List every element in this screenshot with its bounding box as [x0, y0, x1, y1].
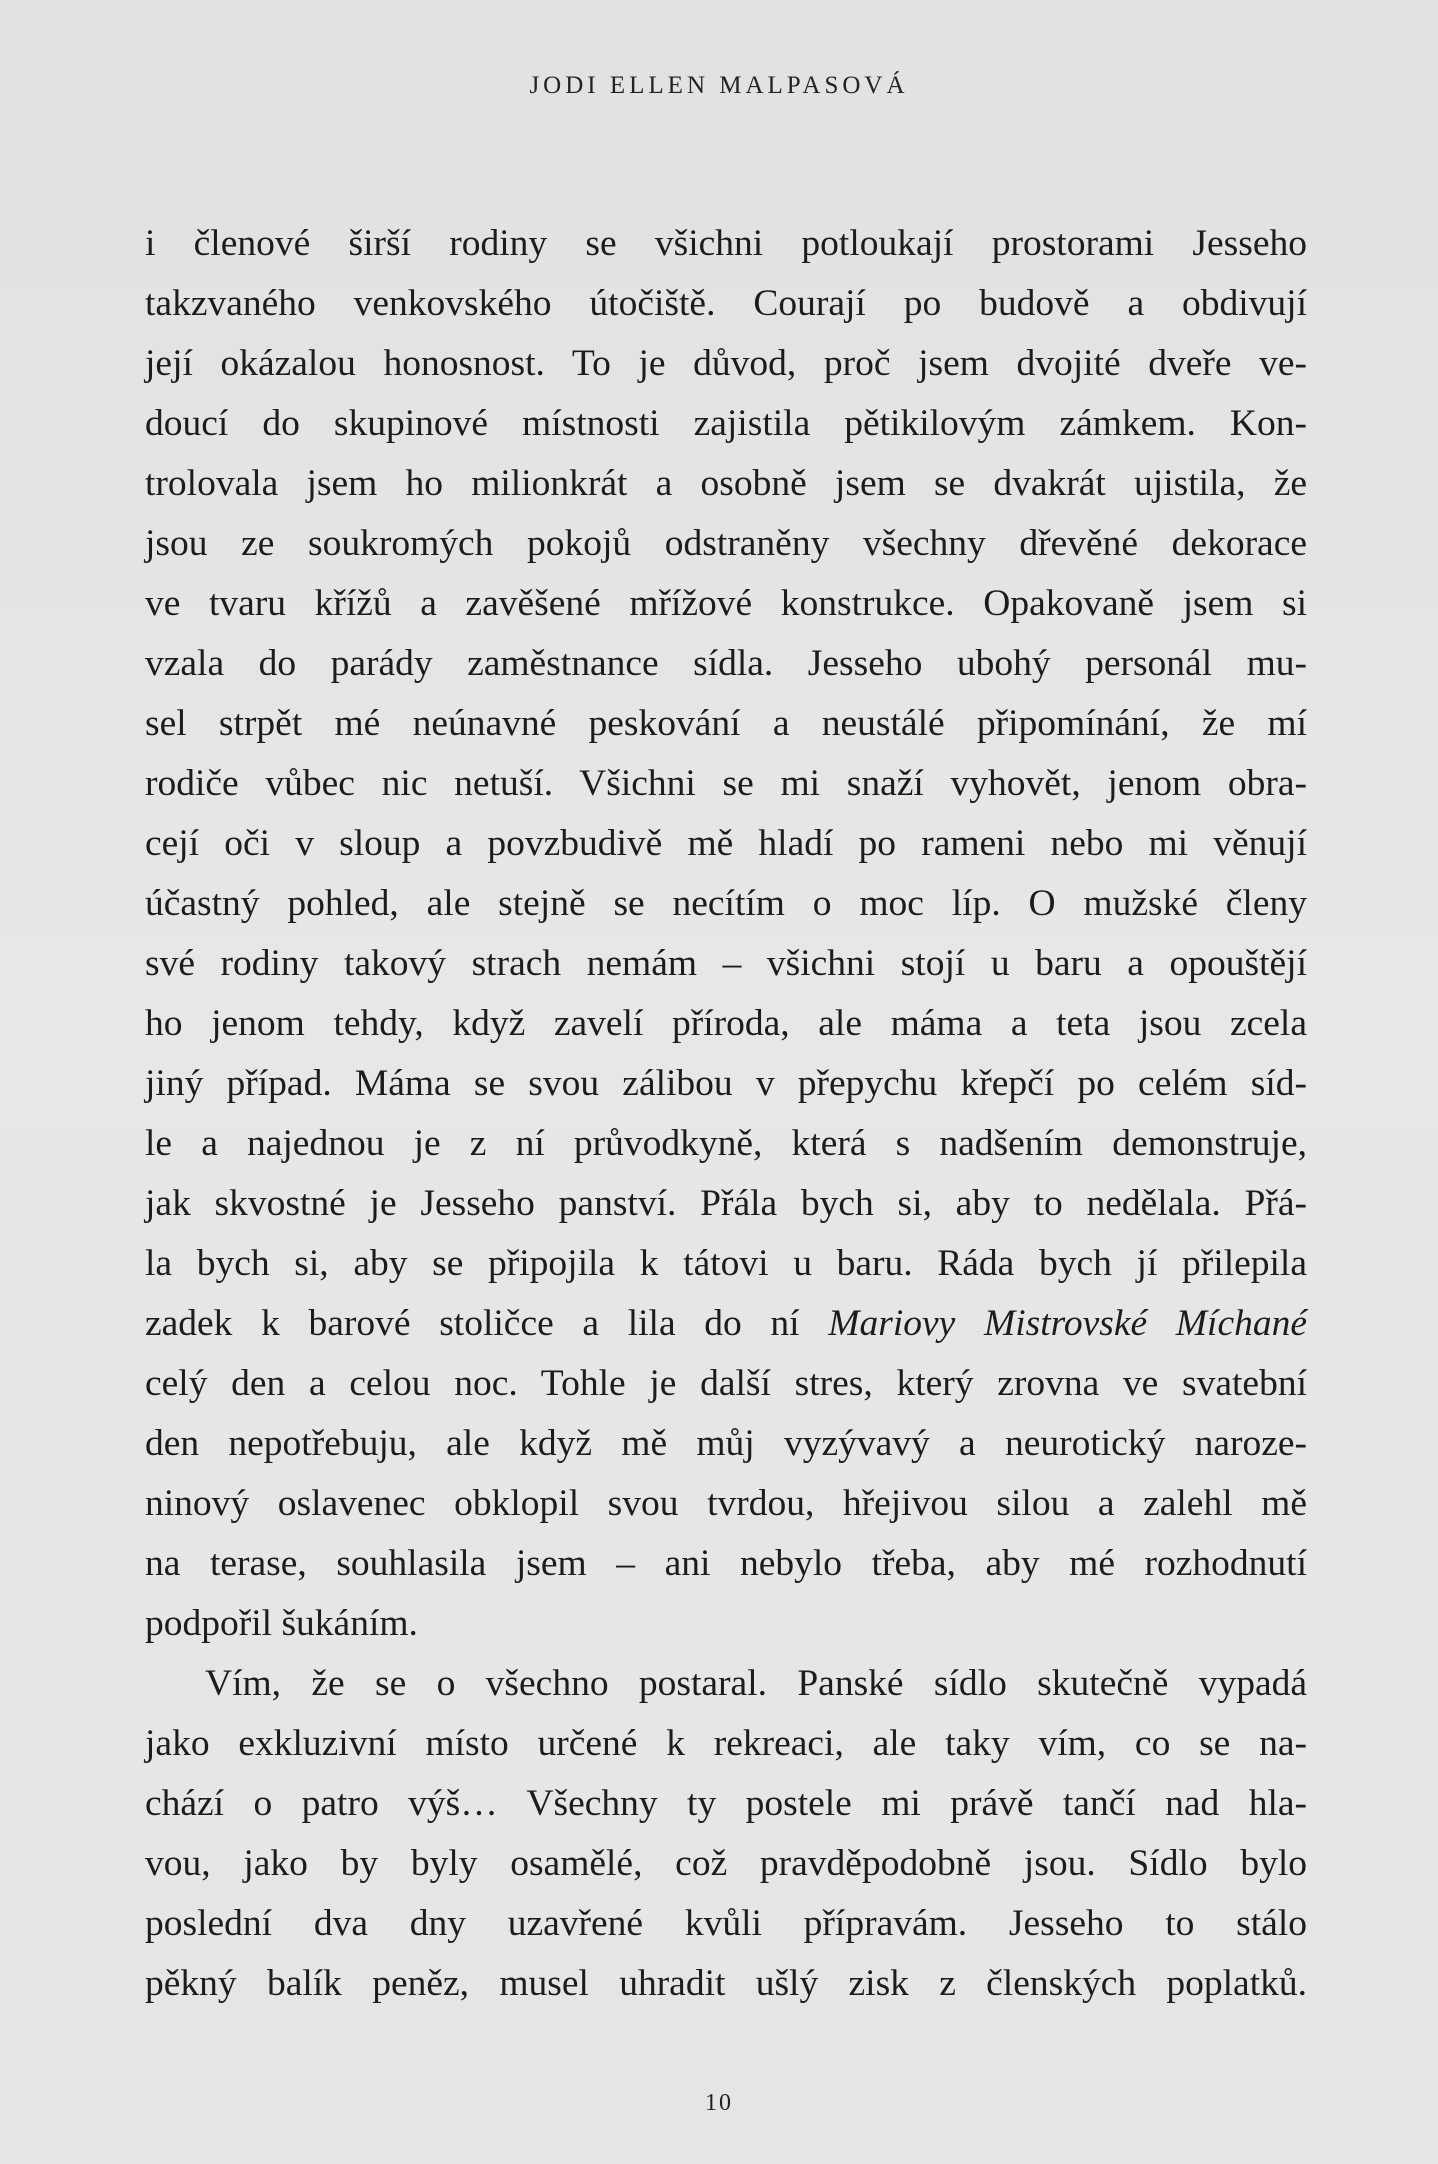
text-line: na terase, souhlasila jsem – ani nebylo třeba, aby mé rozhodnutí: [145, 1543, 1307, 1584]
text-line: jak skvostné je Jesseho panství. Přála bych si, aby to nedělala. Přá-: [145, 1183, 1307, 1224]
text-line: účastný pohled, ale stejně se necítím o moc líp. O mužské členy: [145, 883, 1307, 924]
text-line: trolovala jsem ho milionkrát a osobně jsem se dvakrát ujistila, že: [145, 463, 1307, 504]
text-line: jiný případ. Máma se svou zálibou v přepychu křepčí po celém síd-: [145, 1063, 1307, 1104]
paragraph: [145, 1654, 1307, 2014]
text-line: ve tvaru křížů a zavěšené mřížové konstrukce. Opakovaně jsem si: [145, 583, 1307, 624]
text-line: podpořil šukáním.: [145, 1603, 418, 1644]
text-line: i členové širší rodiny se všichni potloukají prostorami Jesseho: [145, 223, 1307, 264]
text-line: la bych si, aby se připojila k tátovi u baru. Ráda bych jí přilepila: [145, 1243, 1307, 1284]
text-line: vou, jako by byly osamělé, což pravděpodobně jsou. Sídlo bylo: [145, 1843, 1307, 1884]
text-line: jsou ze soukromých pokojů odstraněny všechny dřevěné dekorace: [145, 523, 1307, 564]
text-line: její okázalou honosnost. To je důvod, proč jsem dvojité dveře ve-: [145, 343, 1307, 384]
text-line: sel strpět mé neúnavné peskování a neustálé připomínání, že mí: [145, 703, 1307, 744]
text-line: le a najednou je z ní průvodkyně, která s nadšením demonstruje,: [145, 1123, 1307, 1164]
text-line: poslední dva dny uzavřené kvůli přípravám. Jesseho to stálo: [145, 1903, 1307, 1944]
text-line-with-italic: [145, 1294, 1307, 1354]
text-line: své rodiny takový strach nemám – všichni stojí u baru a opouštějí: [145, 943, 1307, 984]
text-line: doucí do skupinové místnosti zajistila pětikilovým zámkem. Kon-: [145, 403, 1307, 444]
text-line: cejí oči v sloup a povzbudivě mě hladí po rameni nebo mi věnují: [145, 823, 1307, 864]
body-text: [145, 214, 1307, 2014]
paragraph: [145, 214, 1307, 1654]
text-line: pěkný balík peněz, musel uhradit ušlý zisk z členských poplatků.: [145, 1963, 1307, 2004]
text-line: ninový oslavenec obklopil svou tvrdou, hřejivou silou a zalehl mě: [145, 1483, 1307, 1524]
text-line: takzvaného venkovského útočiště. Courají po budově a obdivují: [145, 283, 1307, 324]
text-line: rodiče vůbec nic netuší. Všichni se mi snaží vyhovět, jenom obra-: [145, 763, 1307, 804]
text-line: celý den a celou noc. Tohle je další stres, který zrovna ve svatební: [145, 1363, 1307, 1404]
text-line: chází o patro výš… Všechny ty postele mi právě tančí nad hla-: [145, 1783, 1307, 1824]
text-line: vzala do parády zaměstnance sídla. Jesseho ubohý personál mu-: [145, 643, 1307, 684]
running-head: JODI ELLEN MALPASOVÁ: [529, 72, 909, 99]
text-segment: zadek k barové stoličce a lila do ní: [145, 1303, 829, 1344]
italic-title: Mariovy Mistrovské Míchané: [828, 1303, 1307, 1344]
text-line: Vím, že se o všechno postaral. Panské sídlo skutečně vypadá: [205, 1663, 1307, 1704]
text-line: jako exkluzivní místo určené k rekreaci, ale taky vím, co se na-: [145, 1723, 1307, 1764]
text-line: ho jenom tehdy, když zavelí příroda, ale máma a teta jsou zcela: [145, 1003, 1307, 1044]
page-number: 10: [705, 2090, 733, 2116]
text-line: den nepotřebuju, ale když mě můj vyzývavý a neurotický naroze-: [145, 1423, 1307, 1464]
